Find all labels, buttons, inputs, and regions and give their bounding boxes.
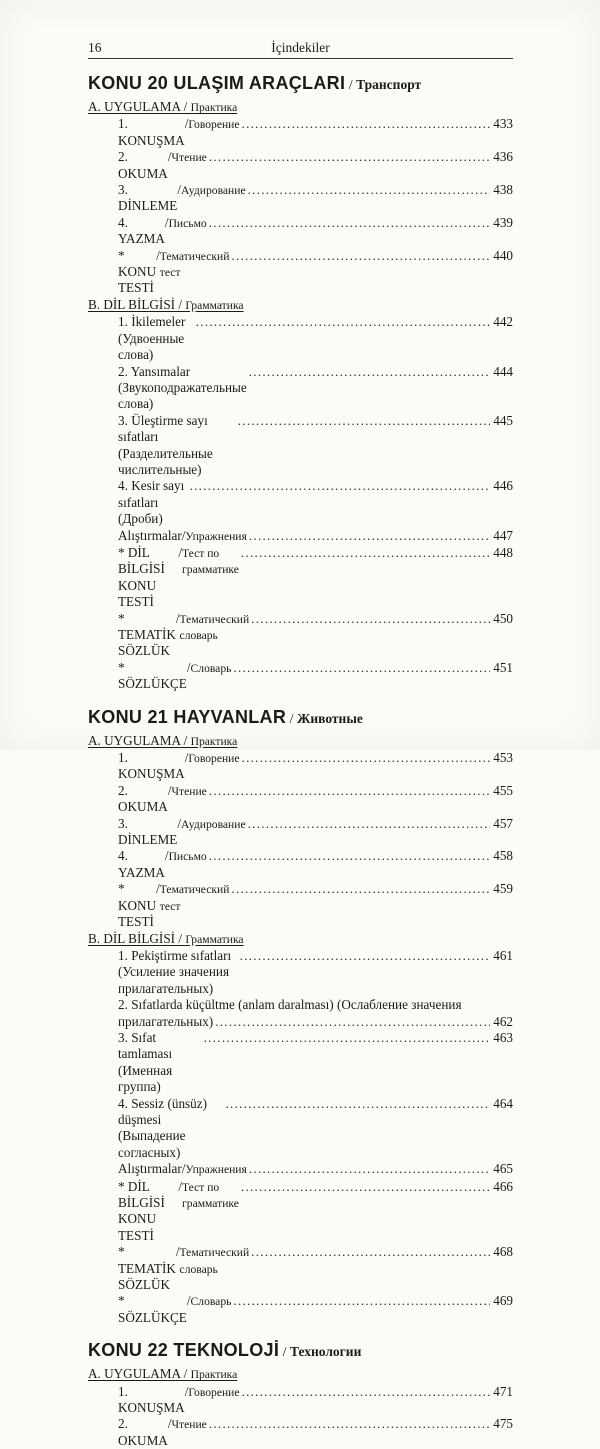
entry-label-russian: Аудирование bbox=[181, 817, 246, 831]
toc-entry bbox=[88, 881, 513, 930]
separator-slash: / bbox=[175, 610, 180, 626]
section-heading bbox=[88, 707, 513, 730]
toc-group-row bbox=[88, 297, 513, 314]
toc-entry bbox=[88, 611, 513, 660]
entry-page-number: 450 bbox=[493, 610, 513, 626]
entry-page-number: 462 bbox=[493, 1013, 513, 1029]
page-number: 16 bbox=[88, 40, 102, 55]
entry-label-turkish: B. DİL BİLGİSİ bbox=[88, 296, 176, 312]
entry-label-turkish: 3. DİNLEME bbox=[118, 182, 178, 214]
separator-slash: / bbox=[177, 182, 182, 198]
table-of-contents bbox=[88, 73, 513, 1449]
entry-page-number: 442 bbox=[493, 314, 513, 330]
toc-entry bbox=[88, 1096, 513, 1162]
entry-label-russian: Говорение bbox=[188, 752, 240, 766]
entry-label-turkish: 1. KONUŞMA bbox=[118, 116, 185, 148]
entry-label-russian: Практика bbox=[190, 734, 238, 748]
toc-entry bbox=[88, 660, 513, 693]
toc-entry bbox=[88, 215, 513, 248]
entry-label-turkish: A. UYGULAMA bbox=[88, 99, 181, 114]
dot-leader bbox=[251, 611, 490, 627]
entry-label-russian: Тематический тест bbox=[159, 249, 230, 280]
separator-slash: / bbox=[184, 1383, 189, 1399]
dot-leader bbox=[209, 783, 490, 799]
separator-slash: / bbox=[184, 116, 189, 132]
entry-label-russian: Тест по грамматике bbox=[182, 546, 239, 577]
separator-slash: / bbox=[164, 214, 169, 230]
entry-label-russian: Чтение bbox=[171, 1418, 207, 1432]
entry-label-turkish: 4. Kesir sayı sıfatları (Дроби) bbox=[118, 478, 188, 527]
separator-slash: / bbox=[164, 848, 169, 864]
entry-page-number: 469 bbox=[493, 1293, 513, 1309]
separator-slash: / bbox=[180, 99, 191, 114]
entry-page-number: 475 bbox=[493, 1416, 513, 1432]
separator-slash: / bbox=[180, 1366, 191, 1382]
entry-page-number: 446 bbox=[493, 478, 513, 494]
entry-label-turkish: 3. Sıfat tamlaması (Именная группа) bbox=[118, 1029, 176, 1095]
toc-entry bbox=[88, 182, 513, 215]
dot-leader bbox=[249, 364, 490, 380]
entry-label-russian: Упражнения bbox=[185, 1163, 247, 1177]
entry-label-russian: Говорение bbox=[188, 118, 240, 132]
entry-page-number: 438 bbox=[493, 182, 513, 198]
entry-label-russian: Грамматика bbox=[185, 932, 244, 946]
entry-page-number: 455 bbox=[493, 782, 513, 798]
entry-label-russian: Упражнения bbox=[185, 529, 247, 543]
entry-label-turkish: 2. Yansımalar (Звукоподражательные слова) bbox=[118, 363, 251, 412]
toc-section bbox=[88, 1340, 513, 1449]
entry-label-turkish: * KONU TESTİ bbox=[118, 247, 160, 296]
entry-label-turkish: 2. OKUMA bbox=[118, 782, 168, 815]
entry-label-turkish: * SÖZLÜKÇE bbox=[118, 1293, 187, 1325]
separator-slash: / bbox=[181, 527, 186, 543]
dot-leader bbox=[249, 528, 490, 544]
separator-slash: / bbox=[184, 750, 189, 766]
toc-entry bbox=[88, 248, 513, 297]
toc-entry bbox=[88, 1161, 513, 1178]
dot-leader bbox=[209, 1416, 490, 1432]
entry-label-turkish: 4. Sessiz (ünsüz) düşmesi (Выпадение согласных) bbox=[118, 1095, 211, 1160]
separator-slash: / bbox=[345, 78, 357, 93]
section-title-turkish: KONU 20 ULAŞIM ARAÇLARI bbox=[88, 73, 346, 93]
separator-slash: / bbox=[177, 815, 182, 831]
separator-slash: / bbox=[175, 296, 186, 312]
dot-leader bbox=[233, 660, 490, 676]
dot-leader bbox=[209, 215, 491, 231]
entry-page-number: 444 bbox=[493, 363, 513, 379]
entry-page-number: 463 bbox=[493, 1029, 513, 1045]
entry-label-turkish: * TEMATİK SÖZLÜK bbox=[118, 1244, 180, 1293]
toc-entry bbox=[88, 478, 513, 527]
group-label bbox=[88, 733, 237, 750]
toc-entry bbox=[88, 364, 513, 413]
entry-label-russian: Практика bbox=[190, 1368, 238, 1382]
toc-group-row bbox=[88, 99, 513, 116]
entry-label-turkish: Alıştırmalar bbox=[118, 1161, 182, 1177]
group-label bbox=[88, 1366, 237, 1383]
entry-label-turkish: * SÖZLÜKÇE bbox=[118, 659, 187, 692]
section-title-russian: Технологии bbox=[290, 1344, 362, 1360]
toc-entry bbox=[88, 750, 513, 783]
entry-label-turkish: 1. KONUŞMA bbox=[118, 750, 185, 782]
dot-leader bbox=[233, 1293, 490, 1309]
entry-label-turkish: 3. DİNLEME bbox=[118, 815, 178, 848]
entry-page-number: 465 bbox=[493, 1161, 513, 1177]
toc-entry bbox=[88, 116, 513, 149]
toc-entry bbox=[88, 1244, 513, 1293]
entry-label-russian: Практика bbox=[190, 101, 238, 114]
entry-label-russian: Словарь bbox=[190, 661, 232, 675]
separator-slash: / bbox=[167, 1416, 172, 1432]
entry-label-russian: Тематический словарь bbox=[179, 1246, 250, 1276]
entry-label-russian: Словарь bbox=[190, 1295, 232, 1309]
toc-entry bbox=[88, 528, 513, 545]
section-title-turkish: KONU 21 HAYVANLAR bbox=[88, 706, 287, 727]
separator-slash: / bbox=[175, 930, 186, 946]
dot-leader bbox=[209, 149, 490, 165]
dot-leader bbox=[190, 478, 491, 494]
separator-slash: / bbox=[286, 711, 298, 727]
toc-entry bbox=[88, 545, 513, 611]
entry-page-number: 445 bbox=[493, 412, 513, 428]
dot-leader bbox=[242, 750, 491, 766]
header-title: İçindekiler bbox=[271, 40, 330, 55]
separator-slash: / bbox=[167, 782, 172, 798]
dot-leader bbox=[249, 1161, 490, 1177]
entry-label-turkish: 4. YAZMA bbox=[118, 214, 165, 247]
toc-entry bbox=[88, 1384, 513, 1417]
entry-label-turkish: Alıştırmalar bbox=[118, 527, 182, 543]
separator-slash: / bbox=[175, 1244, 180, 1260]
entry-label-russian: Тематический словарь bbox=[179, 612, 250, 642]
separator-slash: / bbox=[180, 732, 191, 748]
toc-entry bbox=[88, 1030, 513, 1096]
dot-leader bbox=[241, 545, 490, 561]
entry-page-number: 464 bbox=[493, 1095, 513, 1111]
entry-label-turkish: 3. Üleştirme sayı sıfatları (Разделительные числительные) bbox=[118, 412, 217, 477]
entry-page-number: 436 bbox=[493, 149, 513, 165]
entry-label-turkish: 1. İkilemeler (Удвоенные слова) bbox=[118, 314, 189, 363]
dot-leader bbox=[248, 182, 491, 198]
entry-page-number: 458 bbox=[493, 848, 513, 864]
dot-leader bbox=[204, 1030, 491, 1046]
separator-slash: / bbox=[181, 1161, 186, 1177]
toc-entry bbox=[88, 948, 513, 997]
entry-label-turkish: 1. KONUŞMA bbox=[118, 1383, 185, 1416]
entry-label-russian: Аудирование bbox=[181, 184, 246, 198]
entry-page-number: 439 bbox=[493, 214, 513, 230]
dot-leader bbox=[226, 1096, 491, 1112]
entry-page-number: 461 bbox=[493, 947, 513, 963]
dot-leader bbox=[238, 413, 491, 429]
dot-leader bbox=[240, 948, 491, 964]
dot-leader bbox=[215, 1014, 490, 1030]
entry-page-number: 448 bbox=[493, 544, 513, 560]
entry-label-russian: Говорение bbox=[188, 1385, 240, 1399]
group-label bbox=[88, 297, 244, 314]
group-label bbox=[88, 99, 237, 116]
entry-page-number: 457 bbox=[493, 815, 513, 831]
dot-leader bbox=[248, 816, 491, 832]
dot-leader bbox=[251, 1244, 490, 1260]
dot-leader bbox=[241, 1179, 490, 1195]
entry-label-turkish: A. UYGULAMA bbox=[88, 1366, 181, 1382]
entry-label-russian: Тематический тест bbox=[159, 883, 230, 913]
toc-entry bbox=[88, 314, 513, 363]
entry-label-turkish: 1. Pekiştirme sıfatları (Усиление значения прилагательных) bbox=[118, 947, 235, 996]
toc-entry bbox=[88, 149, 513, 182]
section-title-turkish: KONU 22 TEKNOLOJİ bbox=[88, 1340, 280, 1361]
entry-label-russian: Грамматика bbox=[185, 298, 244, 312]
section-heading bbox=[88, 1340, 513, 1363]
separator-slash: / bbox=[186, 1293, 191, 1309]
entry-page-number: 468 bbox=[493, 1244, 513, 1260]
toc-entry bbox=[88, 413, 513, 479]
section-title-russian: Животные bbox=[297, 710, 363, 726]
toc-text-row bbox=[88, 997, 513, 1013]
entry-label-turkish: B. DİL BİLGİSİ bbox=[88, 930, 176, 946]
entry-label-turkish: * DİL BİLGİSİ KONU TESTİ bbox=[118, 1178, 172, 1243]
toc-section bbox=[88, 707, 513, 1327]
entry-label-turkish: * TEMATİK SÖZLÜK bbox=[118, 610, 180, 659]
entry-page-number: 471 bbox=[493, 1383, 513, 1399]
entry-label-russian: Чтение bbox=[171, 151, 207, 165]
entry-label-russian: Тест по грамматике bbox=[182, 1180, 239, 1210]
group-label bbox=[88, 931, 244, 948]
entry-label-turkish: 2. OKUMA bbox=[118, 149, 168, 181]
entry-label-turkish: 2. OKUMA bbox=[118, 1416, 168, 1448]
header-rule bbox=[88, 58, 513, 59]
toc-entry bbox=[88, 848, 513, 881]
entry-label-turkish: * KONU TESTİ bbox=[118, 881, 160, 930]
toc-group-row bbox=[88, 1366, 513, 1383]
entry-label-turkish: 2. Sıfatlarda küçültme (anlam daralması) (Ослабление значения bbox=[118, 997, 462, 1013]
separator-slash: / bbox=[279, 1345, 291, 1361]
dot-leader bbox=[231, 248, 490, 264]
dot-leader bbox=[242, 116, 491, 132]
page-header bbox=[88, 40, 513, 55]
entry-label-turkish: прилагательных) bbox=[118, 1013, 214, 1029]
entry-label-turkish: * DİL BİLGİSİ KONU TESTİ bbox=[118, 544, 172, 610]
toc-entry bbox=[88, 1416, 513, 1449]
toc-entry bbox=[88, 816, 513, 849]
section-heading bbox=[88, 73, 513, 96]
entry-page-number: 447 bbox=[493, 527, 513, 543]
dot-leader bbox=[209, 848, 491, 864]
dot-leader bbox=[196, 314, 491, 330]
dot-leader bbox=[231, 881, 490, 897]
section-title-russian: Транспорт bbox=[356, 77, 422, 92]
toc-group-row bbox=[88, 733, 513, 750]
dot-leader bbox=[242, 1384, 491, 1400]
entry-page-number: 451 bbox=[493, 659, 513, 675]
entry-label-turkish: A. UYGULAMA bbox=[88, 732, 181, 748]
toc-entry bbox=[88, 1179, 513, 1245]
entry-page-number: 433 bbox=[493, 116, 513, 132]
entry-page-number: 453 bbox=[493, 750, 513, 766]
entry-page-number: 440 bbox=[493, 247, 513, 263]
toc-group-row bbox=[88, 931, 513, 948]
separator-slash: / bbox=[186, 659, 191, 675]
toc-entry bbox=[88, 1014, 513, 1030]
toc-entry bbox=[88, 783, 513, 816]
separator-slash: / bbox=[178, 1178, 183, 1194]
separator-slash: / bbox=[178, 544, 183, 560]
toc-section bbox=[88, 73, 513, 693]
separator-slash: / bbox=[156, 247, 160, 263]
entry-label-russian: Письмо bbox=[168, 850, 207, 864]
toc-entry bbox=[88, 1293, 513, 1326]
entry-label-russian: Письмо bbox=[168, 216, 207, 230]
separator-slash: / bbox=[167, 149, 172, 165]
entry-page-number: 466 bbox=[493, 1178, 513, 1194]
entry-page-number: 459 bbox=[493, 881, 513, 897]
entry-label-russian: Чтение bbox=[171, 784, 207, 798]
separator-slash: / bbox=[156, 881, 160, 897]
entry-label-turkish: 4. YAZMA bbox=[118, 848, 165, 880]
